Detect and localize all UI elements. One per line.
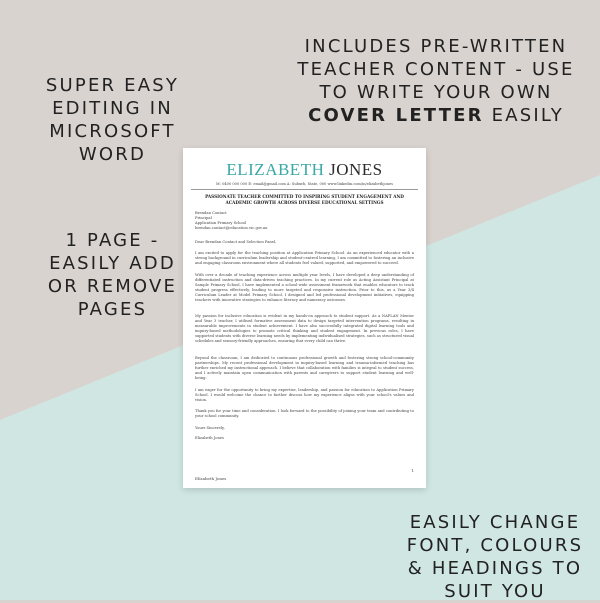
- document-signature: Elizabeth Jones: [195, 436, 224, 440]
- document-contact-line: M: 0400 000 000 E: email@gmail.com A: Suburb, State, 000 www.linkedin.com/in/elizabethjones: [216, 182, 393, 186]
- caption-one-page: 1 PAGE - EASILY ADD OR REMOVE PAGES: [47, 230, 178, 320]
- document-page-number: 1: [411, 468, 414, 473]
- document-last-name: JONES: [329, 160, 383, 179]
- document-paragraph: Beyond the classroom, I am dedicated to continuous professional growth and fostering strong school-community partnerships. My recent professional development in inquiry-based learning and trauma-informed teaching has further enriched my instructional approach. I believe that collaboration with families is integral to student success, and I actively maintain open communication with parents and caregivers to support student learning and well-being.: [195, 356, 414, 380]
- document-name: [183, 160, 426, 180]
- caption-pre-written-content: [296, 35, 576, 127]
- document-paragraph: I am eager for the opportunity to bring my expertise, leadership, and passion for education to Application Primary School. I would welcome the chance to further discuss how my experience aligns with your school's values and vision.: [195, 388, 414, 402]
- document-heading: PASSIONATE TEACHER COMMITTED TO INSPIRING STUDENT ENGAGEMENT AND ACADEMIC GROWTH ACROSS DIVERSE EDUCATIONAL SETTINGS: [205, 194, 404, 205]
- caption-easily-change: EASILY CHANGE FONT, COLOURS & HEADINGS TO SUIT YOU: [406, 512, 584, 602]
- document-signoff: Yours Sincerely,: [195, 426, 225, 430]
- document-divider: [191, 189, 418, 190]
- document-footer-name: Elizabeth Jones: [195, 476, 227, 481]
- document-paragraph: I am excited to apply for the teaching position at Application Primary School. As an experienced educator with a strong background in curriculum leadership and student-centred learning, I am committed to fostering an inclusive and engaging classroom environment where all students feel valued, supported, and empowered to succeed.: [195, 251, 414, 265]
- caption-cover-letter-emphasis: COVER LETTER: [308, 105, 484, 126]
- document-first-name: ELIZABETH: [226, 160, 325, 179]
- document-salutation: Dear Brendan Contact and Selection Panel,: [195, 240, 277, 244]
- caption-easy-editing: SUPER EASY EDITING IN MICROSOFT WORD: [45, 75, 180, 165]
- cover-letter-document: [183, 148, 426, 488]
- document-paragraph: Thank you for your time and consideration. I look forward to the possibility of joining your team and contributing to your school community.: [195, 409, 414, 418]
- caption-pre-written-text: INCLUDES PRE-WRITTEN TEACHER CONTENT - USE TO WRITE YOUR OWN: [297, 36, 575, 103]
- document-paragraph: My passion for inclusive education is evident in my hands-on approach to student support. As a NAPLAN Mentor and Year 3 teacher, I utilised formative assessment data to design targeted intervention programs, resulting in measurable improvements in student achievement. I have also successfully integrated digital learning tools and inquiry-based methodologies to promote critical thinking and student engagement. In previous roles, I have supported students with diverse learning needs by implementing individualised strategies, such as structured visual schedules and sensory-friendly approaches, ensuring that every child can thrive.: [195, 314, 414, 343]
- caption-easily-text: EASILY: [483, 105, 564, 126]
- document-recipient: Brendan Contact Principal Application Primary School brendan.contact@education.vic.gov.au: [195, 211, 268, 230]
- document-paragraph: With over a decade of teaching experience across multiple year levels, I have developed a deep understanding of differentiated instruction and data-driven teaching practices. In my current role as Acting Assistant Principal at Sample Primary School, I have implemented a school-wide assessment framework that enables educators to track student progress effectively, leading to more targeted and responsive instruction. Prior to this, as a Year 3/4 Curriculum Leader at Model Primary School, I designed and led professional development initiatives, equipping teachers with innovative strategies to enhance literacy and numeracy outcomes.: [195, 273, 414, 302]
